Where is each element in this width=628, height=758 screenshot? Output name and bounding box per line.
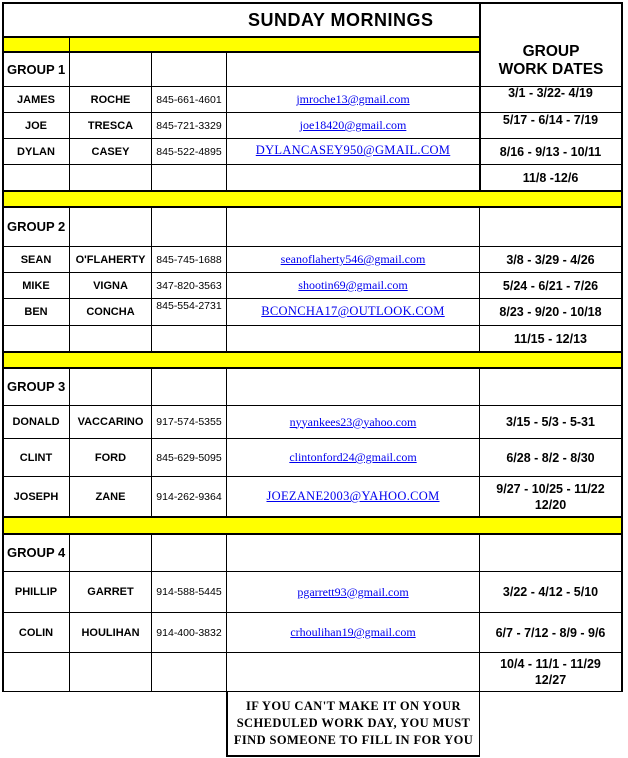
last-name: VIGNA [93,279,128,292]
work-dates: 5/17 - 6/14 - 7/19 [502,112,599,127]
header-line: WORK DATES [498,61,604,78]
last-name: ROCHE [90,93,131,106]
phone-number: 917-574-5355 [156,416,222,428]
work-dates-extra: 11/15 - 12/13 [514,331,587,346]
work-dates: 6/28 - 8/2 - 8/30 [506,450,595,465]
last-name: CASEY [91,145,130,158]
first-name: SEAN [20,253,52,266]
notice-line: IF YOU CAN'T MAKE IT ON YOUR [246,699,461,713]
yellow-band [3,517,621,534]
email-link[interactable]: pgarrett93@gmail.com [297,584,409,599]
email-link[interactable]: shootin69@gmail.com [298,278,408,292]
last-name: VACCARINO [77,416,144,428]
yellow-band [3,352,621,368]
last-name: ZANE [95,490,126,503]
notice-line: SCHEDULED WORK DAY, YOU MUST [236,716,471,730]
group-label: GROUP 4 [7,545,66,560]
work-dates: 8/23 - 9/20 - 10/18 [499,304,602,319]
first-name: PHILLIP [14,586,58,598]
group-label: GROUP 1 [7,61,66,77]
phone-number: 845-629-5095 [156,451,222,464]
work-dates-extra: 11/8 -12/6 [522,170,579,185]
email-link[interactable]: DYLANCASEY950@GMAIL.COM [255,143,451,157]
email-link[interactable]: nyyankees23@yahoo.com [289,414,417,429]
group-label: GROUP 2 [7,219,66,234]
group-work-dates-header [481,43,621,79]
last-name: O'FLAHERTY [75,253,146,266]
work-dates: 3/22 - 4/12 - 5/10 [502,585,599,599]
phone-number: 845-522-4895 [156,145,222,158]
first-name: COLIN [18,626,54,639]
first-name: JOSEPH [13,490,59,503]
yellow-band [3,191,621,207]
email-link[interactable]: JOEZANE2003@YAHOO.COM [266,489,440,503]
phone-number: 845-745-1688 [156,253,222,266]
first-name: MIKE [22,279,50,292]
work-dates: 5/24 - 6/21 - 7/26 [502,278,599,293]
phone-number: 347-820-3563 [156,279,222,292]
email-link[interactable]: BCONCHA17@OUTLOOK.COM [261,304,445,318]
email-link[interactable]: joe18420@gmail.com [299,118,407,132]
phone-number: 914-262-9364 [156,490,222,503]
email-link[interactable]: crhoulihan19@gmail.com [290,625,416,639]
first-name: DONALD [12,416,60,428]
work-dates: 6/7 - 7/12 - 8/9 - 9/6 [495,625,606,640]
work-dates: 8/16 - 9/13 - 10/11 [499,144,602,159]
work-dates: 3/1 - 3/22- 4/19 [508,85,593,100]
fill-in-notice [228,698,479,749]
page-title: SUNDAY MORNINGS [248,10,434,30]
phone-number: 914-400-3832 [156,626,222,639]
first-name: BEN [24,305,48,318]
work-dates-extra: 10/4 - 11/1 - 11/29 12/27 [500,657,601,687]
email-link[interactable]: clintonford24@gmail.com [289,450,417,464]
first-name: JOE [24,119,47,132]
phone-number: 845-661-4601 [156,93,222,106]
first-name: DYLAN [17,145,55,158]
last-name: TRESCA [87,119,134,132]
last-name: HOULIHAN [81,626,140,639]
notice-line: FIND SOMEONE TO FILL IN FOR YOU [233,733,474,747]
work-dates: 3/15 - 5/3 - 5-31 [506,415,595,429]
first-name: JAMES [17,93,55,106]
phone-number: 914-588-5445 [156,586,222,598]
phone-number: 845-554-2731 [156,300,222,312]
last-name: FORD [94,451,127,464]
yellow-band [3,38,479,52]
header-line: GROUP [522,43,580,60]
email-link[interactable]: seanoflaherty546@gmail.com [280,252,426,266]
work-dates: 9/27 - 10/25 - 11/22 12/20 [496,481,605,512]
group-label: GROUP 3 [7,379,66,394]
work-dates: 3/8 - 3/29 - 4/26 [506,252,595,267]
last-name: CONCHA [86,305,135,318]
phone-number: 845-721-3329 [156,119,222,132]
first-name: CLINT [19,451,53,464]
last-name: GARRET [87,586,134,598]
email-link[interactable]: jmroche13@gmail.com [296,92,410,106]
